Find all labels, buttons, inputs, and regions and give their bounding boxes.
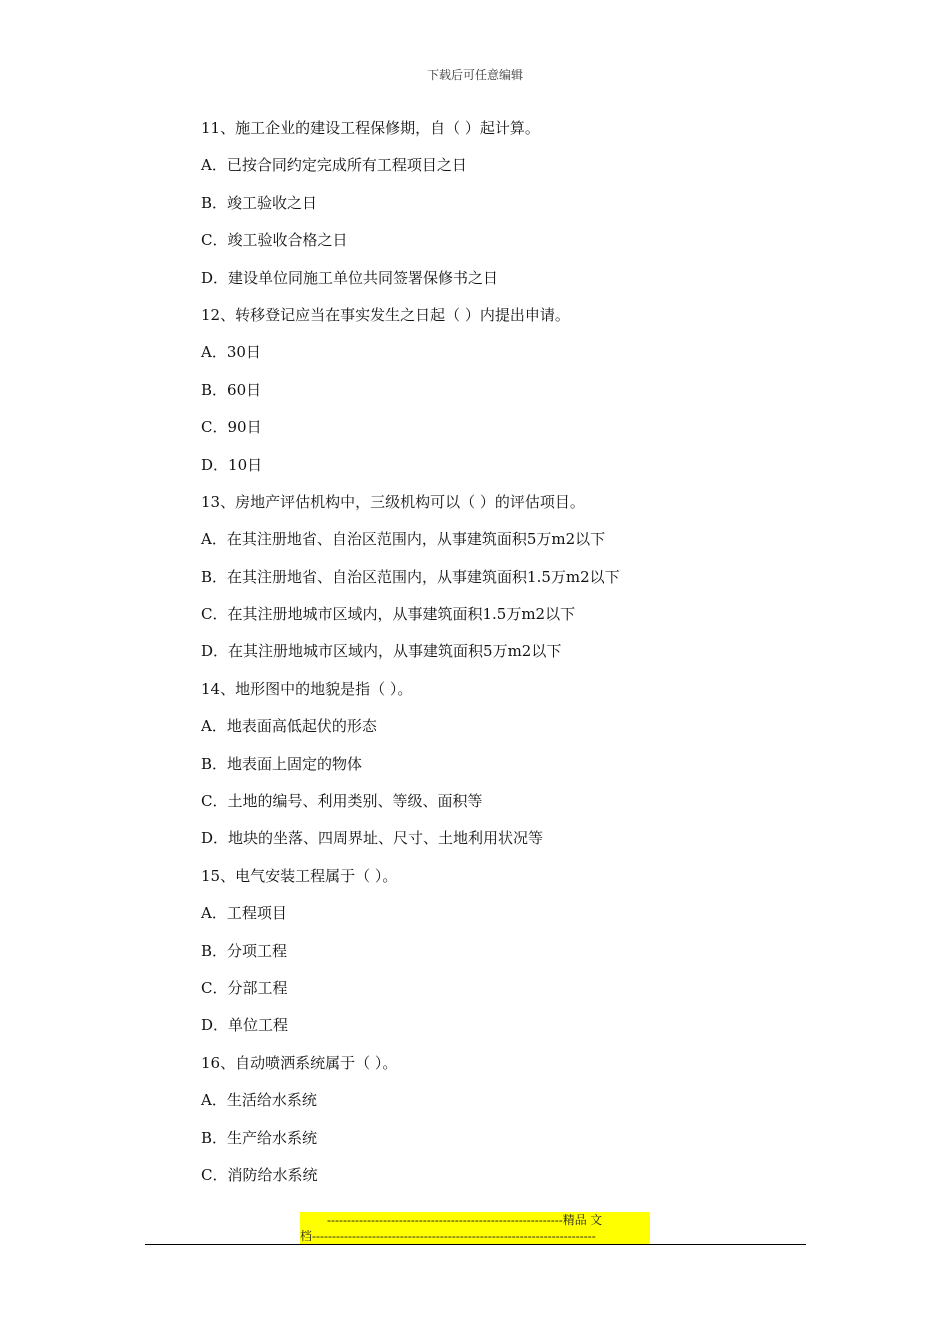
option-line: A．已按合同约定完成所有工程项目之日 bbox=[201, 156, 467, 175]
option-line: C．土地的编号、利用类别、等级、面积等 bbox=[201, 792, 483, 811]
option-line: D．建设单位同施工单位共同签署保修书之日 bbox=[201, 268, 499, 287]
option-line: B．地表面上固定的物体 bbox=[201, 754, 363, 773]
option-line: C．分部工程 bbox=[201, 978, 288, 997]
option-line: A．生活给水系统 bbox=[201, 1091, 317, 1110]
option-line: C．90日 bbox=[201, 418, 262, 437]
option-line: D．10日 bbox=[201, 455, 263, 474]
option-line: B．60日 bbox=[201, 380, 262, 399]
option-line: C．消防给水系统 bbox=[201, 1165, 318, 1184]
option-line: B．分项工程 bbox=[201, 941, 288, 960]
option-line: B．在其注册地省、自治区范围内，从事建筑面积1.5万m2以下 bbox=[201, 567, 620, 586]
question-16: 16、自动喷洒系统属于（ ）。 bbox=[201, 1053, 398, 1072]
question-12: 12、转移登记应当在事实发生之日起（ ）内提出申请。 bbox=[201, 305, 570, 324]
option-line: B．竣工验收之日 bbox=[201, 193, 318, 212]
option-line: A．地表面高低起伏的形态 bbox=[201, 717, 377, 736]
question-15: 15、电气安装工程属于（ ）。 bbox=[201, 866, 398, 885]
option-line: D．单位工程 bbox=[201, 1016, 289, 1035]
footer-watermark bbox=[300, 1212, 650, 1244]
option-line: D．地块的坐落、四周界址、尺寸、土地利用状况等 bbox=[201, 829, 544, 848]
option-line: C．在其注册地城市区域内，从事建筑面积1.5万m2以下 bbox=[201, 605, 576, 624]
option-line: B．生产给水系统 bbox=[201, 1128, 318, 1147]
option-line: C．竣工验收合格之日 bbox=[201, 231, 348, 250]
option-line: A．30日 bbox=[201, 343, 261, 362]
footer-divider bbox=[145, 1244, 806, 1245]
footer-line-2: 档----------------------------------------------------------------------- bbox=[300, 1229, 596, 1243]
footer-line-1: -----------------------------------------------------------精品 文 bbox=[327, 1213, 603, 1227]
question-14: 14、地形图中的地貌是指（ ）。 bbox=[201, 679, 413, 698]
question-11: 11、施工企业的建设工程保修期，自（ ）起计算。 bbox=[201, 119, 540, 137]
option-line: A．工程项目 bbox=[201, 904, 287, 923]
option-line: A．在其注册地省、自治区范围内，从事建筑面积5万m2以下 bbox=[201, 530, 606, 549]
option-line: D．在其注册地城市区域内，从事建筑面积5万m2以下 bbox=[201, 642, 562, 661]
header-note: 下载后可任意编辑 bbox=[426, 68, 523, 82]
question-13: 13、房地产评估机构中，三级机构可以（ ）的评估项目。 bbox=[201, 492, 585, 511]
question-content bbox=[201, 117, 821, 1201]
